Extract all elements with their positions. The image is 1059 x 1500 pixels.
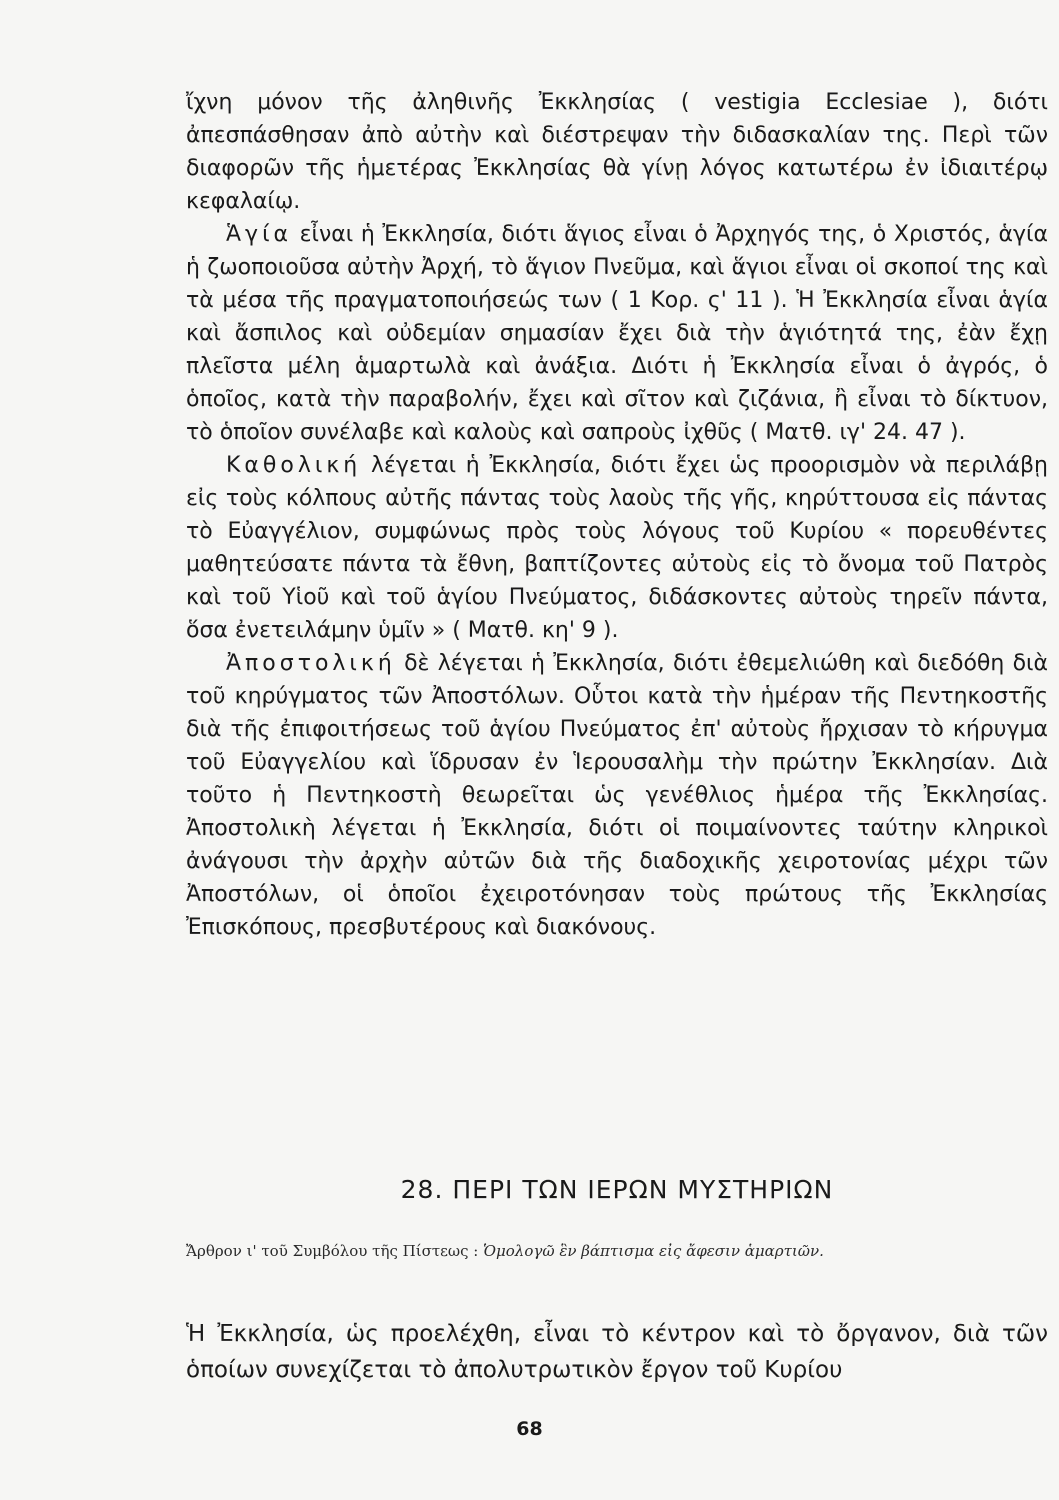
term-apostolic: Ἀποστολική xyxy=(226,651,396,676)
paragraph-apostolic xyxy=(186,647,1048,944)
epigraph xyxy=(186,1238,1048,1264)
term-catholic: Καθολική xyxy=(226,453,362,478)
page-number: 68 xyxy=(516,1418,543,1440)
paragraph-vestigia: ἴχνη μόνον τῆς ἀληθινῆς Ἐκκλησίας ( vestigia Ecclesiae ), διότι ἀπεσπάσθησαν ἀπὸ αὐτὴν καὶ διέστρεψαν τὴν διδασκαλίαν της. Περὶ τῶν διαφορῶν τῆς ἡμετέρας Ἐκκλησίας θὰ γίνῃ λόγος κατωτέρω ἐν ἰδιαιτέρῳ κεφαλαίῳ. xyxy=(186,90,1048,214)
section-heading: 28. ΠΕΡΙ ΤΩΝ ΙΕΡΩΝ ΜΥΣΤΗΡΙΩΝ xyxy=(400,1175,834,1204)
paragraph-catholic-text: λέγεται ἡ Ἐκκλησία, διότι ἔχει ὡς προορισμὸν νὰ περιλάβῃ εἰς τοὺς κόλπους αὐτῆς πάντας τοὺς λαοὺς τῆς γῆς, κηρύττουσα εἰς πάντας τὸ Εὐαγγέλιον, συμφώνως πρὸς τοὺς λόγους τοῦ Κυρίου « πορευθέντες μαθητεύσατε πάντα τὰ ἔθνη, βαπτίζοντες αὐτοὺς εἰς τὸ ὄνομα τοῦ Πατρὸς καὶ τοῦ Υἱοῦ καὶ τοῦ ἁγίου Πνεύματος, διδάσκοντες αὐτοὺς τηρεῖν πάντα, ὅσα ἐνετειλάμην ὑμῖν » ( Ματθ. κη' 9 ). xyxy=(186,453,1048,643)
closing-paragraph: Ἡ Ἐκκλησία, ὡς προελέχθη, εἶναι τὸ κέντρον καὶ τὸ ὄργανον, διὰ τῶν ὁποίων συνεχίζεται τὸ ἀπολυτρωτικὸν ἔργον τοῦ Κυρίου xyxy=(186,1321,1048,1383)
paragraph-catholic xyxy=(186,449,1048,647)
paragraph-apostolic-text: δὲ λέγεται ἡ Ἐκκλησία, διότι ἐθεμελιώθη καὶ διεδόθη διὰ τοῦ κηρύγματος τῶν Ἀποστόλων. Οὗτοι κατὰ τὴν ἡμέραν τῆς Πεντηκοστῆς διὰ τῆς ἐπιφοιτήσεως τοῦ ἁγίου Πνεύματος ἐπ' αὐτοὺς ἤρχισαν τὸ κήρυγμα τοῦ Εὐαγγελίου καὶ ἵδρυσαν ἐν Ἱερουσαλὴμ τὴν πρώτην Ἐκκλησίαν. Διὰ τοῦτο ἡ Πεντηκοστὴ θεωρεῖται ὡς γενέθλιος ἡμέρα τῆς Ἐκκλησίας. Ἀποστολικὴ λέγεται ἡ Ἐκκλησία, διότι οἱ ποιμαίνοντες ταύτην κληρικοὶ ἀνάγουσι τὴν ἀρχὴν αὐτῶν διὰ τῆς διαδοχικῆς χειροτονίας μέχρι τῶν Ἀποστόλων, οἱ ὁποῖοι ἐχειροτόνησαν τοὺς πρώτους τῆς Ἐκκλησίας Ἐπισκόπους, πρεσβυτέρους καὶ διακόνους. xyxy=(186,651,1048,940)
epigraph-source: Ἄρθρον ι' τοῦ Συμβόλου τῆς Πίστεως : xyxy=(186,1242,484,1260)
body-text xyxy=(186,86,1048,944)
paragraph-holy-text: εἶναι ἡ Ἐκκλησία, διότι ἅγιος εἶναι ὁ Ἀρχηγός της, ὁ Χριστός, ἁγία ἡ ζωοποιοῦσα αὐτὴν Ἀρχή, τὸ ἅγιον Πνεῦμα, καὶ ἅγιοι εἶναι οἱ σκοποί της καὶ τὰ μέσα τῆς πραγματοποιήσεώς των ( 1 Κορ. ς' 11 ). Ἡ Ἐκκλησία εἶναι ἁγία καὶ ἄσπιλος καὶ οὐδεμίαν σημασίαν ἔχει διὰ τὴν ἁγιότητά της, ἐὰν ἔχῃ πλεῖστα μέλη ἁμαρτωλὰ καὶ ἀνάξια. Διότι ἡ Ἐκκλησία εἶναι ὁ ἀγρός, ὁ ὁποῖος, κατὰ τὴν παραβολήν, ἔχει καὶ σῖτον καὶ ζιζάνια, ἢ εἶναι τὸ δίκτυον, τὸ ὁποῖον συνέλαβε καὶ καλοὺς καὶ σαπροὺς ἰχθῦς ( Ματθ. ιγ' 24. 47 ). xyxy=(186,222,1048,445)
epigraph-quote: Ὁμολογῶ ἓν βάπτισμα εἰς ἄφεσιν ἁμαρτιῶν. xyxy=(483,1242,824,1260)
term-holy: Ἁγία xyxy=(226,222,293,247)
paragraph-holy xyxy=(186,218,1048,449)
